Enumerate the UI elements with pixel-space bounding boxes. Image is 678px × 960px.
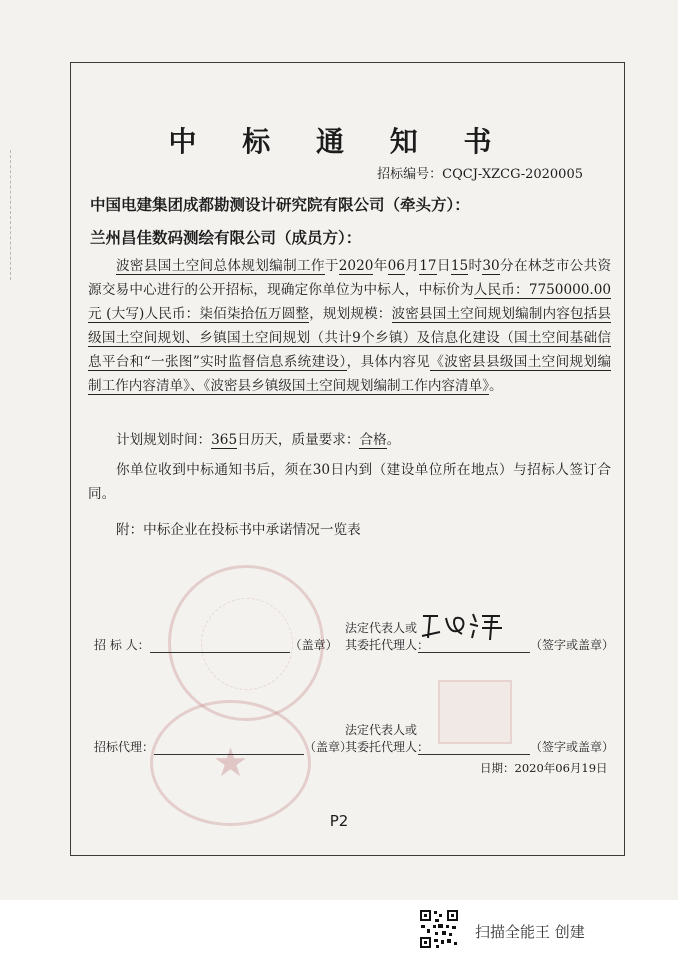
rep-label-line1-b: 法定代表人或: [345, 723, 418, 737]
paragraph-contract: 你单位收到中标通知书后，须在30日内到（建设单位所在地点）与招标人签订合同。: [88, 462, 611, 502]
tenderer-line: [150, 652, 290, 653]
agent-seal-label: （盖章）: [304, 740, 353, 754]
document-title: 中 标 通 知 书: [168, 125, 510, 158]
text-fragment: ，具体内容见: [346, 354, 431, 370]
recipient-lead: 中国电建集团成都勘测设计研究院有限公司（牵头方）：: [90, 196, 470, 214]
paragraph-award: [88, 254, 611, 398]
rep-label-line2-b: 其委托代理人：: [345, 740, 430, 754]
award-month: 06: [387, 258, 405, 274]
rep-label-line1: 法定代表人或: [345, 621, 418, 635]
tenderer-seal-label: （盖章）: [289, 638, 338, 652]
qr-code-icon: [419, 909, 459, 949]
binding-margin: [10, 150, 25, 280]
rep-sign-line-2: [418, 754, 530, 755]
agent-line: [154, 754, 304, 755]
text-fragment: 。: [489, 378, 503, 394]
tender-number-label: 招标编号：: [377, 167, 443, 182]
award-minute: 30: [482, 258, 500, 274]
sig-or-seal-1: （签字或盖章）: [530, 638, 615, 652]
personal-seal: [438, 680, 512, 744]
award-year: 2020: [338, 258, 374, 274]
price-label: 人民币：: [473, 282, 529, 298]
text-fragment: 年: [373, 258, 388, 274]
text-fragment: 月: [404, 258, 420, 274]
agent-row: [94, 738, 352, 755]
handwritten-signature: [418, 608, 508, 644]
text-fragment: 日历天，质量要求：: [237, 432, 360, 448]
tender-number: [377, 163, 583, 182]
text-fragment: ，规划规模：: [309, 306, 392, 322]
project-name: 波密县国土空间总体规划编制工作: [116, 258, 325, 274]
content-reference: 《波密县县级国土空间规划编制工作内容清单》、《波密县乡镇级国土空间规划编制工作内容清单》: [88, 354, 612, 394]
planning-days: 365: [211, 432, 238, 448]
award-day: 17: [419, 258, 437, 274]
page-number: P2: [329, 812, 349, 830]
issue-date: 日期：2020年06月19日: [480, 761, 608, 775]
text-fragment: 。: [386, 432, 401, 448]
text-fragment: 于: [324, 258, 339, 274]
quality-requirement: 合格: [359, 432, 387, 448]
rep-sign-row-2: [418, 738, 614, 755]
planning-scope: 波密县国土空间规划编制内容包括县级国土空间规划、乡镇国土空间规划（共计9个乡镇）及信息化建设（国土空间基础信息平台和“一张图”实时监督信息系统建设）: [88, 306, 612, 370]
text-fragment: 分在林芝市公共资源交易中心进行的公开招标，现确定你单位为中标人，中标价为: [88, 258, 612, 298]
scanner-watermark: 扫描全能王 创建: [475, 923, 585, 941]
tender-number-value: CQCJ-XZCG-2020005: [442, 167, 583, 182]
text-fragment: 日: [436, 258, 451, 274]
schedule-label: 计划规划时间：: [116, 432, 212, 448]
agent-label: 招标代理：: [94, 740, 155, 754]
rep-sign-line-1: [418, 652, 530, 653]
text-fragment: 时: [468, 258, 483, 274]
rep-label-line2: 其委托代理人：: [345, 638, 430, 652]
tenderer-row: [94, 636, 338, 653]
sig-or-seal-2: （签字或盖章）: [530, 740, 615, 754]
award-price: 7750000.00 元 (大写)人民币：柒佰柒拾伍万圆整: [88, 282, 612, 322]
paragraph-attachment: 附：中标企业在投标书中承诺情况一览表: [116, 522, 361, 538]
official-seal-bottom: [150, 700, 311, 826]
tenderer-label: 招 标 人：: [94, 638, 150, 652]
recipient-member: 兰州昌佳数码测绘有限公司（成员方）：: [90, 229, 362, 247]
seal-star-icon: ★: [212, 740, 249, 786]
award-hour: 15: [450, 258, 469, 274]
paragraph-schedule: [88, 428, 611, 452]
